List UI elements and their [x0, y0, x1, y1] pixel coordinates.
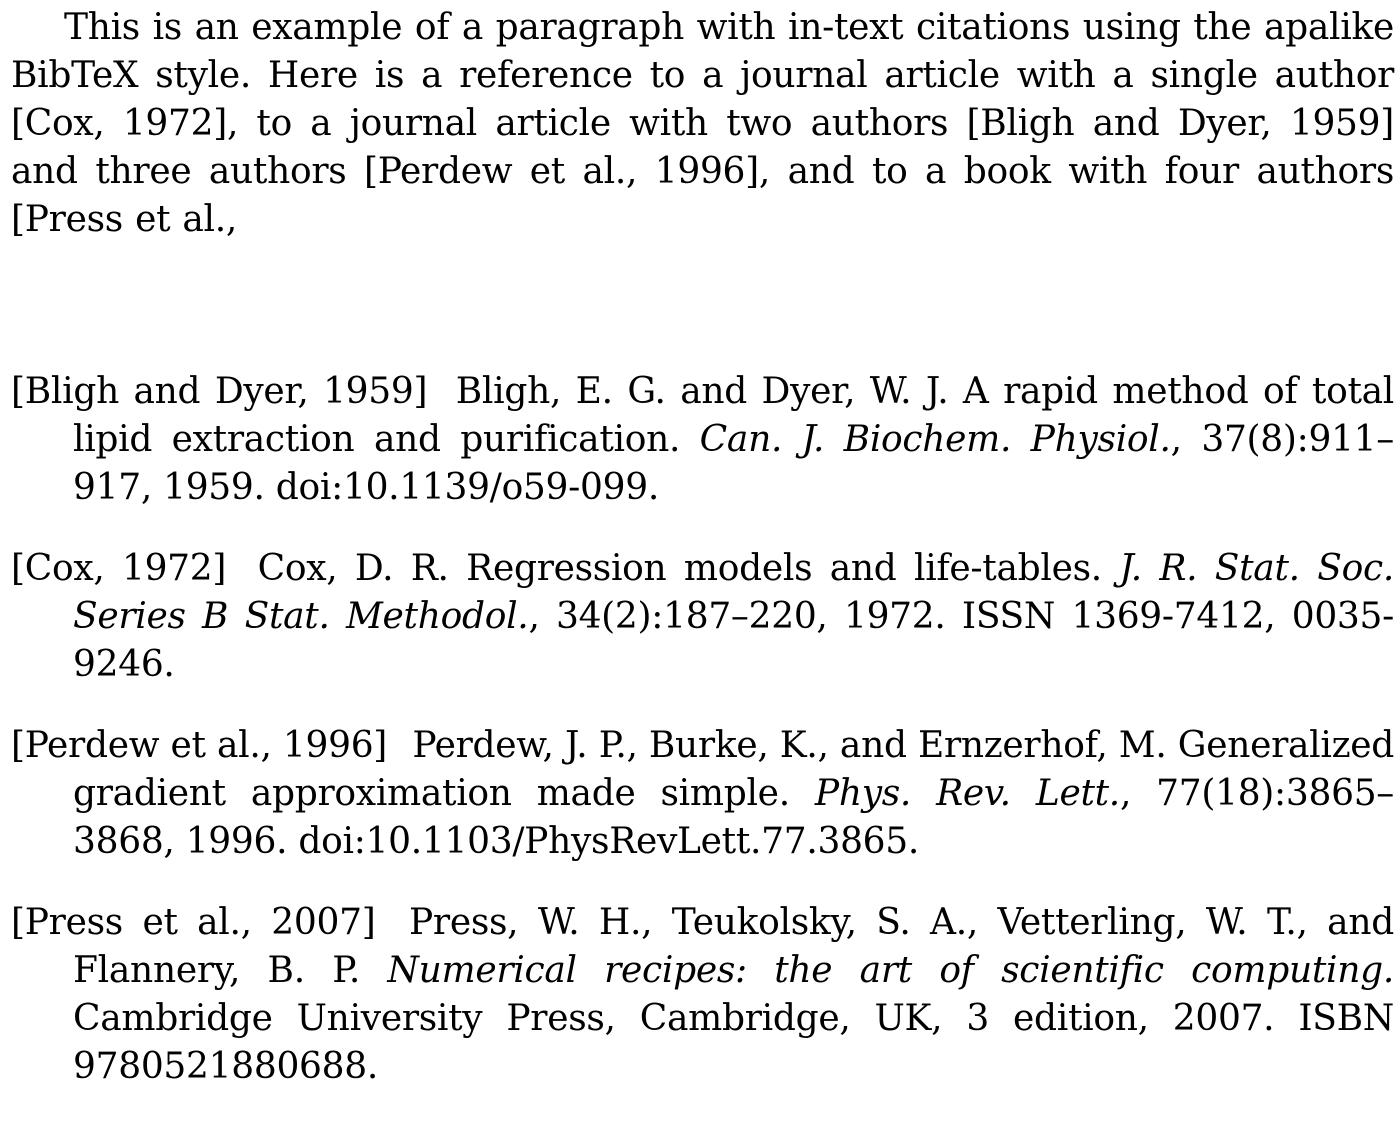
reference-venue: J. R. Stat. Soc. Series B Stat. Methodol. — [73, 548, 1394, 637]
reference-venue: Phys. Rev. Lett. — [814, 773, 1120, 814]
reference-body: Bligh, E. G. and Dyer, W. J. A rapid method of total lipid extraction and purification. — [73, 371, 1394, 460]
reference-item-perdew-1996 — [11, 722, 1394, 866]
reference-key: [Cox, 1972] — [11, 548, 227, 589]
reference-item-bligh-dyer-1959 — [11, 368, 1394, 512]
reference-details: Cambridge University Press, Cambridge, UK, 3 edition, 2007. ISBN 9780521880688. — [73, 998, 1394, 1087]
intro-paragraph: This is an example of a paragraph with in-text citations using the apalike BibTeX style. Here is a reference to a journal article with a single author [Cox, 1972], to a journal article with two authors [Bligh and Dyer, 1959] and three authors [Perdew et al., 1996], and to a book with four authors [Press et al., — [11, 7, 1394, 240]
reference-body: Perdew, J. P., Burke, K., and Ernzerhof, M. Generalized gradient approximation made simple. — [73, 725, 1395, 814]
reference-list — [11, 368, 1394, 1124]
reference-details: , 37(8):911–917, 1959. doi:10.1139/o59-099. — [73, 419, 1394, 508]
reference-item-cox-1972 — [11, 545, 1394, 689]
reference-details: , 77(18):3865–3868, 1996. doi:10.1103/PhysRevLett.77.3865. — [73, 773, 1394, 862]
reference-body: Cox, D. R. Regression models and life-tables. — [257, 548, 1102, 589]
page-content — [11, 0, 1395, 1087]
reference-key: [Press et al., 2007] — [11, 902, 376, 943]
reference-venue: Numerical recipes: the art of scientific computing. — [387, 950, 1394, 991]
reference-key: [Perdew et al., 1996] — [11, 725, 388, 766]
reference-key: [Bligh and Dyer, 1959] — [11, 371, 428, 412]
reference-venue: Can. J. Biochem. Physiol. — [699, 419, 1171, 460]
reference-details: , 34(2):187–220, 1972. ISSN 1369-7412, 0035-9246. — [73, 596, 1395, 685]
reference-body: Press, W. H., Teukolsky, S. A., Vetterling, W. T., and Flannery, B. P. — [73, 902, 1394, 991]
reference-item-press-2007 — [11, 899, 1394, 1091]
